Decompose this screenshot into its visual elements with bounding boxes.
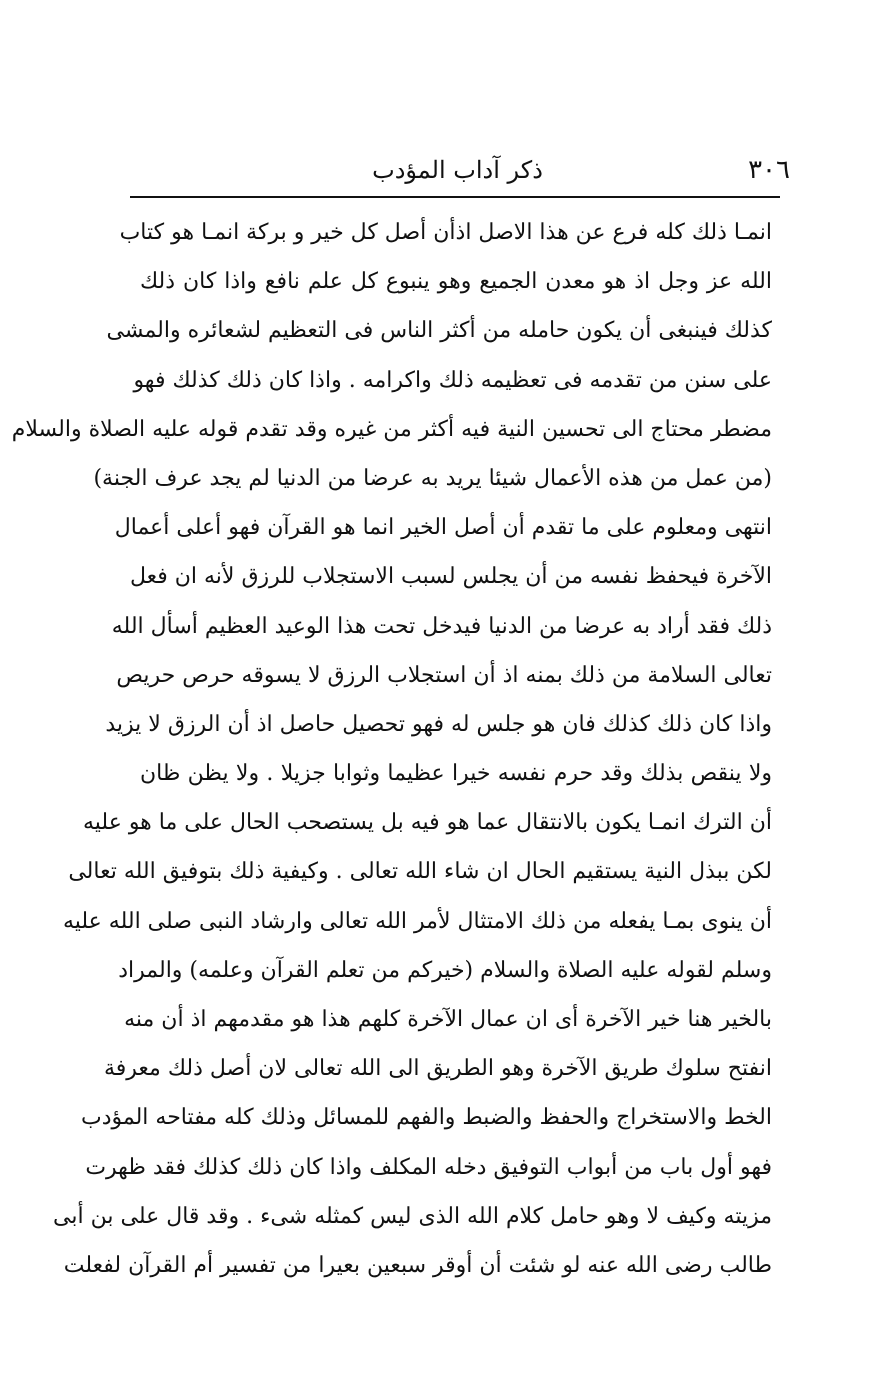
text-line: أن ينوى بمـا يفعله من ذلك الامتثال لأمر الله تعالى وارشاد النبى صلى الله عليه bbox=[62, 908, 772, 934]
text-line: على سنن من تقدمه فى تعظيمه ذلك واكرامه . واذا كان ذلك كذلك فهو bbox=[133, 367, 772, 393]
text-line: فهو أول باب من أبواب التوفيق دخله المكلف واذا كان ذلك كذلك فقد ظهرت bbox=[85, 1154, 772, 1180]
text-line: انمـا ذلك كله فرع عن هذا الاصل اذأن أصل كل خير و بركة انمـا هو كتاب bbox=[119, 220, 772, 245]
text-line: انتهى ومعلوم على ما تقدم أن أصل الخير انما هو القرآن فهو أعلى أعمال bbox=[114, 515, 772, 541]
text-line: طالب رضى الله عنه لو شئت أن أوقر سبعين بعيرا من تفسير أم القرآن لفعلت bbox=[63, 1252, 772, 1278]
text-line: لكن ببذل النية يستقيم الحال ان شاء الله تعالى . وكيفية ذلك بتوفيق الله تعالى bbox=[68, 859, 772, 885]
text-line: انفتح سلوك طريق الآخرة وهو الطريق الى الله تعالى لان أصل ذلك معرفة bbox=[103, 1056, 772, 1082]
text-line: بالخير هنا خير الآخرة أى ان عمال الآخرة كلهم هذا هو مقدمهم اذ أن منه bbox=[124, 1007, 772, 1032]
body-text bbox=[11, 208, 772, 1290]
text-line: تعالى السلامة من ذلك بمنه اذ أن استجلاب الرزق لا يسوقه حرص حريص bbox=[116, 662, 772, 688]
text-line: مزيته وكيف لا وهو حامل كلام الله الذى ليس كمثله شىء . وقد قال على بن أبى bbox=[53, 1203, 772, 1229]
text-line: الآخرة فيحفظ نفسه من أن يجلس لسبب الاستجلاب للرزق لأنه ان فعل bbox=[129, 564, 772, 590]
text-line: الله عز وجل اذ هو معدن الجميع وهو ينبوع كل علم نافع واذا كان ذلك bbox=[140, 269, 772, 295]
text-line: واذا كان ذلك كذلك فان هو جلس له فهو تحصيل حاصل اذ أن الرزق لا يزيد bbox=[105, 711, 772, 737]
page-header bbox=[125, 150, 790, 192]
text-line: (من عمل من هذه الأعمال شيئا يريد به عرضا من الدنيا لم يجد عرف الجنة) bbox=[93, 465, 772, 491]
text-line: الخط والاستخراج والحفظ والضبط والفهم للمسائل وذلك كله مفتاحه المؤدب bbox=[81, 1105, 772, 1131]
text-line: ذلك فقد أراد به عرضا من الدنيا فيدخل تحت هذا الوعيد العظيم أسأل الله bbox=[111, 613, 772, 639]
header-rule bbox=[130, 196, 780, 198]
page-number: ٣٠٦ bbox=[748, 155, 790, 185]
text-line: ولا ينقص بذلك وقد حرم نفسه خيرا عظيما وثوابا جزيلا . ولا يظن ظان bbox=[140, 761, 772, 787]
text-line: وسلم لقوله عليه الصلاة والسلام (خيركم من تعلم القرآن وعلمه) والمراد bbox=[118, 957, 772, 983]
text-line: أن الترك انمـا يكون بالانتقال عما هو فيه بل يستصحب الحال على ما هو عليه bbox=[82, 810, 772, 836]
text-line: كذلك فينبغى أن يكون حامله من أكثر الناس فى التعظيم لشعائره والمشى bbox=[106, 318, 772, 344]
running-title: ذكر آداب المؤدب bbox=[372, 156, 543, 184]
text-line: مضطر محتاج الى تحسين النية فيه أكثر من غيره وقد تقدم قوله عليه الصلاة والسلام bbox=[11, 416, 772, 442]
